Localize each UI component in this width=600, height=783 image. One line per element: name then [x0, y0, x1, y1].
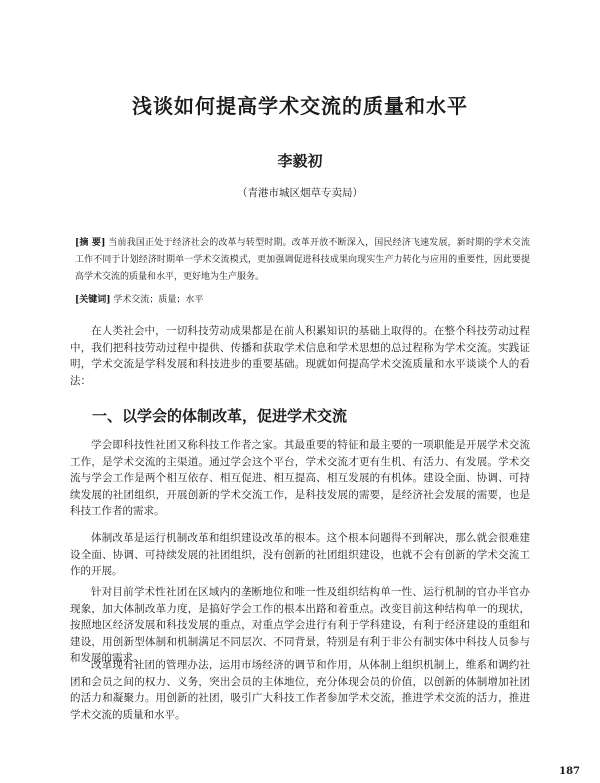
- body-paragraph: 体制改革是运行机制改革和组织建设改革的根本。这个根本问题得不到解决，那么就会很难建设全面、协调、可持续发展的社团组织，没有创新的社团组织建设，也就不会有创新的学术交流工作的开展。: [70, 532, 530, 577]
- section-heading: 一、以学会的体制改革，促进学术交流: [92, 407, 348, 425]
- intro-paragraph: 在人类社会中，一切科技劳动成果都是在前人积累知识的基础上取得的。在整个科技劳动过程中，我们把科技劳动过程中提供、传播和获取学术信息和学术思想的总过程称为学术交流。实践证明，学术交流是学科发展和科技进步的重要基础。现就如何提高学术交流质量和水平谈谈个人的看法：: [70, 325, 530, 387]
- page-title: 浅谈如何提高学术交流的质量和水平: [132, 94, 468, 118]
- abstract-label: [摘 要]: [75, 238, 106, 248]
- abstract-text: 当前我国正处于经济社会的改革与转型时期。改革开放不断深入，国民经济飞速发展，新时期的学术交流工作不同于计划经济时期单一学术交流模式，更加强调促进科技成果向现实生产力转化与应用的重要性，因此要提高学术交流的质量和水平，更好地为生产服务。: [75, 238, 530, 282]
- keywords-text: 学术交流；质量；水平: [113, 295, 204, 305]
- body-paragraph: 学会即科技性社团又称科技工作者之家。其最重要的特征和最主要的一项职能是开展学术交流工作，是学术交流的主渠道。通过学会这个平台，学术交流才更有生机、有活力、有发展。学术交流与学会工作是两个相互依存、相互促进、相互提高、相互发展的有机体。建设全面、协调、可持续发展的社团组织，开展创新的学术交流工作，是科技发展的需要，是经济社会发展的需要，也是科技工作者的需求。: [70, 439, 530, 517]
- body-paragraph: 改革现有社团的管理办法，运用市场经济的调节和作用，从体制上组织机制上，维系和调约社团和会员之间的权力、义务，突出会员的主体地位，充分体现会员的价值，以创新的体制增加社团的活力和凝聚力。用创新的社团，吸引广大科技工作者参加学术交流，推进学术交流的活力，推进学术交流的质量和水平。: [70, 659, 530, 721]
- author-name: 李毅初: [277, 152, 323, 170]
- keywords-label: [关键词]: [75, 295, 111, 305]
- abstract: [75, 235, 530, 286]
- author-affiliation: （青港市城区烟草专卖局）: [237, 187, 363, 199]
- body-paragraph: 针对目前学术性社团在区域内的垄断地位和唯一性及组织结构单一性、运行机制的官办半官办现象，加大体制改革力度，是搞好学会工作的根本出路和着重点。改变目前这种结构单一的现状，按照地区经济发展和科技发展的重点，对重点学会进行有利于学科建设，有利于经济建设的重组和建设，用创新型体制和机制满足不同层次、不同背景，特别是有利于非公有制实体中科技人员参与和发展的需求。: [70, 586, 530, 664]
- page-number: 187: [559, 766, 580, 777]
- keywords: [75, 292, 530, 308]
